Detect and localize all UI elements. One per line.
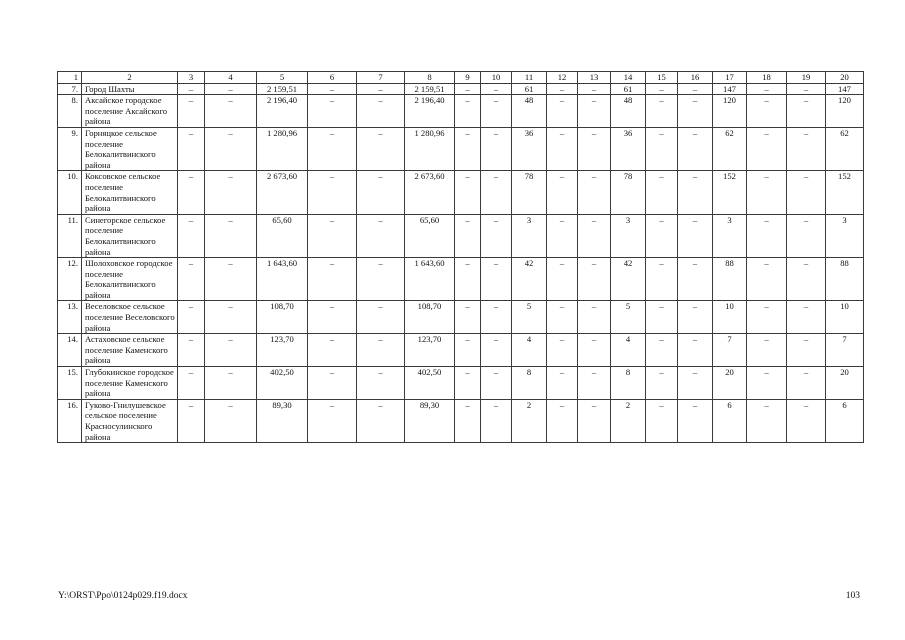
value-cell-col-8: 2 673,60 xyxy=(405,171,455,214)
value-cell-col-7: – xyxy=(357,301,405,334)
value-cell-col-5: 2 196,40 xyxy=(257,95,308,128)
value-cell-col-5: 89,30 xyxy=(257,399,308,442)
header-cell: 17 xyxy=(713,72,747,84)
value-cell-col-9: – xyxy=(455,171,481,214)
value-cell-col-18: – xyxy=(747,171,787,214)
value-cell-col-5: 108,70 xyxy=(257,301,308,334)
header-cell: 13 xyxy=(578,72,611,84)
value-cell-col-15: – xyxy=(646,334,678,367)
value-cell-col-10: – xyxy=(481,258,512,301)
header-cell: 7 xyxy=(357,72,405,84)
value-cell-col-16: – xyxy=(678,301,713,334)
value-cell-col-17: 120 xyxy=(713,95,747,128)
value-cell-col-13: – xyxy=(578,367,611,400)
value-cell-col-8: 1 280,96 xyxy=(405,127,455,170)
value-cell-col-11: 2 xyxy=(512,399,547,442)
value-cell-col-3: – xyxy=(178,399,205,442)
value-cell-col-11: 78 xyxy=(512,171,547,214)
value-cell-col-16: – xyxy=(678,334,713,367)
table-row xyxy=(58,95,864,128)
row-number-cell: 11. xyxy=(58,214,82,257)
value-cell-col-14: 2 xyxy=(611,399,646,442)
value-cell-col-14: 36 xyxy=(611,127,646,170)
value-cell-col-6: – xyxy=(308,258,357,301)
value-cell-col-12: – xyxy=(547,214,578,257)
value-cell-col-13: – xyxy=(578,127,611,170)
value-cell-col-7: – xyxy=(357,95,405,128)
value-cell-col-19: – xyxy=(787,258,826,301)
header-cell: 4 xyxy=(205,72,257,84)
value-cell-col-18: – xyxy=(747,367,787,400)
value-cell-col-15: – xyxy=(646,214,678,257)
value-cell-col-11: 61 xyxy=(512,83,547,95)
header-cell: 16 xyxy=(678,72,713,84)
data-table xyxy=(57,71,864,443)
value-cell-col-5: 402,50 xyxy=(257,367,308,400)
value-cell-col-13: – xyxy=(578,171,611,214)
value-cell-col-12: – xyxy=(547,367,578,400)
value-cell-col-6: – xyxy=(308,334,357,367)
value-cell-col-17: 10 xyxy=(713,301,747,334)
value-cell-col-16: – xyxy=(678,83,713,95)
value-cell-col-5: 1 643,60 xyxy=(257,258,308,301)
value-cell-col-18: – xyxy=(747,258,787,301)
value-cell-col-17: 88 xyxy=(713,258,747,301)
header-cell: 19 xyxy=(787,72,826,84)
value-cell-col-20: 3 xyxy=(826,214,864,257)
row-number-cell: 10. xyxy=(58,171,82,214)
value-cell-col-12: – xyxy=(547,127,578,170)
value-cell-col-19: – xyxy=(787,171,826,214)
value-cell-col-13: – xyxy=(578,214,611,257)
value-cell-col-9: – xyxy=(455,367,481,400)
value-cell-col-19: – xyxy=(787,334,826,367)
value-cell-col-13: – xyxy=(578,301,611,334)
value-cell-col-18: – xyxy=(747,95,787,128)
table-row xyxy=(58,83,864,95)
row-number-cell: 7. xyxy=(58,83,82,95)
value-cell-col-10: – xyxy=(481,301,512,334)
value-cell-col-10: – xyxy=(481,399,512,442)
value-cell-col-10: – xyxy=(481,171,512,214)
value-cell-col-11: 48 xyxy=(512,95,547,128)
value-cell-col-9: – xyxy=(455,95,481,128)
header-cell: 18 xyxy=(747,72,787,84)
municipality-name-cell: Глубокинское городское поселение Каменского района xyxy=(82,367,178,400)
value-cell-col-19: – xyxy=(787,214,826,257)
table-row xyxy=(58,399,864,442)
header-cell: 6 xyxy=(308,72,357,84)
value-cell-col-6: – xyxy=(308,214,357,257)
value-cell-col-9: – xyxy=(455,334,481,367)
value-cell-col-17: 20 xyxy=(713,367,747,400)
value-cell-col-11: 5 xyxy=(512,301,547,334)
value-cell-col-4: – xyxy=(205,171,257,214)
value-cell-col-15: – xyxy=(646,83,678,95)
value-cell-col-20: 88 xyxy=(826,258,864,301)
value-cell-col-11: 42 xyxy=(512,258,547,301)
value-cell-col-19: – xyxy=(787,301,826,334)
value-cell-col-4: – xyxy=(205,214,257,257)
header-cell: 14 xyxy=(611,72,646,84)
value-cell-col-20: 62 xyxy=(826,127,864,170)
municipality-name-cell: Шолоховское городское поселение Белокалитвинского района xyxy=(82,258,178,301)
header-cell: 20 xyxy=(826,72,864,84)
value-cell-col-8: 123,70 xyxy=(405,334,455,367)
value-cell-col-17: 7 xyxy=(713,334,747,367)
value-cell-col-19: – xyxy=(787,95,826,128)
value-cell-col-14: 48 xyxy=(611,95,646,128)
row-number-cell: 14. xyxy=(58,334,82,367)
value-cell-col-3: – xyxy=(178,258,205,301)
value-cell-col-10: – xyxy=(481,83,512,95)
value-cell-col-8: 402,50 xyxy=(405,367,455,400)
value-cell-col-15: – xyxy=(646,95,678,128)
value-cell-col-7: – xyxy=(357,399,405,442)
value-cell-col-6: – xyxy=(308,367,357,400)
header-cell: 12 xyxy=(547,72,578,84)
value-cell-col-19: – xyxy=(787,83,826,95)
value-cell-col-12: – xyxy=(547,334,578,367)
value-cell-col-7: – xyxy=(357,367,405,400)
value-cell-col-17: 62 xyxy=(713,127,747,170)
value-cell-col-16: – xyxy=(678,95,713,128)
municipality-name-cell: Аксайское городское поселение Аксайского района xyxy=(82,95,178,128)
value-cell-col-11: 3 xyxy=(512,214,547,257)
value-cell-col-17: 3 xyxy=(713,214,747,257)
value-cell-col-14: 4 xyxy=(611,334,646,367)
value-cell-col-15: – xyxy=(646,171,678,214)
value-cell-col-15: – xyxy=(646,127,678,170)
value-cell-col-16: – xyxy=(678,214,713,257)
value-cell-col-19: – xyxy=(787,127,826,170)
value-cell-col-6: – xyxy=(308,171,357,214)
value-cell-col-17: 147 xyxy=(713,83,747,95)
value-cell-col-10: – xyxy=(481,127,512,170)
header-cell: 15 xyxy=(646,72,678,84)
value-cell-col-11: 4 xyxy=(512,334,547,367)
value-cell-col-13: – xyxy=(578,83,611,95)
value-cell-col-20: 152 xyxy=(826,171,864,214)
value-cell-col-8: 89,30 xyxy=(405,399,455,442)
value-cell-col-10: – xyxy=(481,334,512,367)
value-cell-col-9: – xyxy=(455,214,481,257)
value-cell-col-5: 1 280,96 xyxy=(257,127,308,170)
value-cell-col-16: – xyxy=(678,367,713,400)
municipality-name-cell: Веселовское сельское поселение Веселовского района xyxy=(82,301,178,334)
value-cell-col-18: – xyxy=(747,301,787,334)
footer-file-path: Y:\ORST\Ppo\0124p029.f19.docx xyxy=(58,591,188,601)
table-row xyxy=(58,214,864,257)
table-row xyxy=(58,127,864,170)
value-cell-col-6: – xyxy=(308,83,357,95)
value-cell-col-20: 147 xyxy=(826,83,864,95)
value-cell-col-16: – xyxy=(678,399,713,442)
value-cell-col-12: – xyxy=(547,258,578,301)
value-cell-col-9: – xyxy=(455,399,481,442)
value-cell-col-14: 42 xyxy=(611,258,646,301)
header-cell: 2 xyxy=(82,72,178,84)
value-cell-col-7: – xyxy=(357,83,405,95)
column-number-row xyxy=(58,72,864,84)
value-cell-col-20: 10 xyxy=(826,301,864,334)
value-cell-col-9: – xyxy=(455,83,481,95)
row-number-cell: 16. xyxy=(58,399,82,442)
value-cell-col-10: – xyxy=(481,214,512,257)
value-cell-col-16: – xyxy=(678,127,713,170)
value-cell-col-4: – xyxy=(205,334,257,367)
municipality-name-cell: Астаховское сельское поселение Каменского района xyxy=(82,334,178,367)
table-row xyxy=(58,367,864,400)
page-number: 103 xyxy=(845,591,860,601)
value-cell-col-20: 7 xyxy=(826,334,864,367)
value-cell-col-17: 152 xyxy=(713,171,747,214)
value-cell-col-4: – xyxy=(205,301,257,334)
value-cell-col-10: – xyxy=(481,367,512,400)
value-cell-col-16: – xyxy=(678,258,713,301)
table-row xyxy=(58,171,864,214)
value-cell-col-4: – xyxy=(205,258,257,301)
value-cell-col-15: – xyxy=(646,301,678,334)
value-cell-col-4: – xyxy=(205,127,257,170)
value-cell-col-18: – xyxy=(747,214,787,257)
value-cell-col-12: – xyxy=(547,301,578,334)
value-cell-col-13: – xyxy=(578,258,611,301)
value-cell-col-11: 36 xyxy=(512,127,547,170)
value-cell-col-3: – xyxy=(178,334,205,367)
value-cell-col-8: 65,60 xyxy=(405,214,455,257)
value-cell-col-13: – xyxy=(578,334,611,367)
header-cell: 3 xyxy=(178,72,205,84)
value-cell-col-5: 65,60 xyxy=(257,214,308,257)
value-cell-col-4: – xyxy=(205,95,257,128)
municipality-name-cell: Город Шахты xyxy=(82,83,178,95)
value-cell-col-3: – xyxy=(178,367,205,400)
value-cell-col-20: 120 xyxy=(826,95,864,128)
header-cell: 1 xyxy=(58,72,82,84)
value-cell-col-3: – xyxy=(178,95,205,128)
value-cell-col-8: 2 159,51 xyxy=(405,83,455,95)
value-cell-col-15: – xyxy=(646,399,678,442)
value-cell-col-5: 2 673,60 xyxy=(257,171,308,214)
value-cell-col-7: – xyxy=(357,214,405,257)
value-cell-col-7: – xyxy=(357,127,405,170)
value-cell-col-9: – xyxy=(455,258,481,301)
value-cell-col-16: – xyxy=(678,171,713,214)
value-cell-col-7: – xyxy=(357,334,405,367)
row-number-cell: 13. xyxy=(58,301,82,334)
value-cell-col-13: – xyxy=(578,399,611,442)
value-cell-col-7: – xyxy=(357,171,405,214)
value-cell-col-8: 108,70 xyxy=(405,301,455,334)
value-cell-col-6: – xyxy=(308,301,357,334)
value-cell-col-3: – xyxy=(178,127,205,170)
value-cell-col-12: – xyxy=(547,399,578,442)
value-cell-col-3: – xyxy=(178,301,205,334)
municipality-name-cell: Гуково-Гнилушевское сельское поселение Красносулинского района xyxy=(82,399,178,442)
value-cell-col-4: – xyxy=(205,367,257,400)
value-cell-col-4: – xyxy=(205,83,257,95)
value-cell-col-3: – xyxy=(178,171,205,214)
value-cell-col-10: – xyxy=(481,95,512,128)
row-number-cell: 15. xyxy=(58,367,82,400)
value-cell-col-3: – xyxy=(178,83,205,95)
table-row xyxy=(58,301,864,334)
value-cell-col-17: 6 xyxy=(713,399,747,442)
value-cell-col-14: 61 xyxy=(611,83,646,95)
value-cell-col-9: – xyxy=(455,127,481,170)
header-cell: 8 xyxy=(405,72,455,84)
value-cell-col-7: – xyxy=(357,258,405,301)
value-cell-col-20: 6 xyxy=(826,399,864,442)
value-cell-col-5: 2 159,51 xyxy=(257,83,308,95)
value-cell-col-14: 5 xyxy=(611,301,646,334)
value-cell-col-6: – xyxy=(308,127,357,170)
municipality-name-cell: Синегорское сельское поселение Белокалитвинского района xyxy=(82,214,178,257)
value-cell-col-11: 8 xyxy=(512,367,547,400)
value-cell-col-15: – xyxy=(646,367,678,400)
value-cell-col-12: – xyxy=(547,83,578,95)
value-cell-col-19: – xyxy=(787,367,826,400)
row-number-cell: 8. xyxy=(58,95,82,128)
row-number-cell: 9. xyxy=(58,127,82,170)
value-cell-col-12: – xyxy=(547,171,578,214)
value-cell-col-12: – xyxy=(547,95,578,128)
value-cell-col-8: 2 196,40 xyxy=(405,95,455,128)
municipality-name-cell: Коксовское сельское поселение Белокалитвинского района xyxy=(82,171,178,214)
value-cell-col-18: – xyxy=(747,83,787,95)
value-cell-col-14: 78 xyxy=(611,171,646,214)
value-cell-col-9: – xyxy=(455,301,481,334)
value-cell-col-18: – xyxy=(747,334,787,367)
value-cell-col-5: 123,70 xyxy=(257,334,308,367)
value-cell-col-8: 1 643,60 xyxy=(405,258,455,301)
municipality-name-cell: Горняцкое сельское поселение Белокалитвинского района xyxy=(82,127,178,170)
header-cell: 10 xyxy=(481,72,512,84)
value-cell-col-13: – xyxy=(578,95,611,128)
value-cell-col-18: – xyxy=(747,127,787,170)
row-number-cell: 12. xyxy=(58,258,82,301)
header-cell: 11 xyxy=(512,72,547,84)
header-cell: 9 xyxy=(455,72,481,84)
value-cell-col-14: 3 xyxy=(611,214,646,257)
value-cell-col-4: – xyxy=(205,399,257,442)
table-row xyxy=(58,334,864,367)
value-cell-col-15: – xyxy=(646,258,678,301)
table-body xyxy=(58,72,864,443)
value-cell-col-6: – xyxy=(308,95,357,128)
value-cell-col-19: – xyxy=(787,399,826,442)
value-cell-col-18: – xyxy=(747,399,787,442)
value-cell-col-3: – xyxy=(178,214,205,257)
value-cell-col-6: – xyxy=(308,399,357,442)
table-row xyxy=(58,258,864,301)
value-cell-col-20: 20 xyxy=(826,367,864,400)
value-cell-col-14: 8 xyxy=(611,367,646,400)
header-cell: 5 xyxy=(257,72,308,84)
